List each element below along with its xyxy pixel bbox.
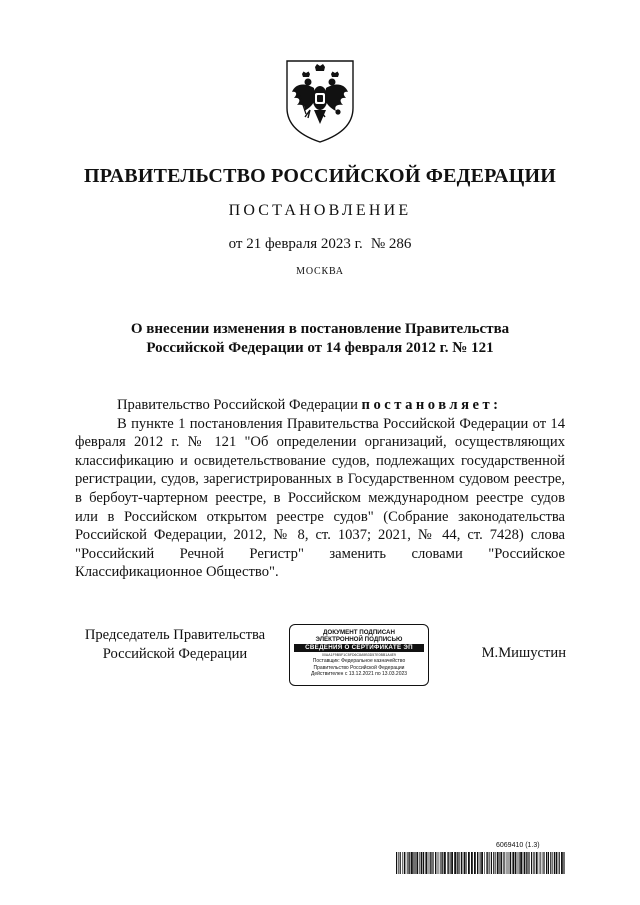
decree-intro-text: Правительство Российской Федерации — [117, 397, 358, 413]
document-date-line — [0, 236, 640, 253]
stamp-issuer-line-2: Правительство Российской Федерации — [313, 664, 405, 671]
stamp-issuer-line-1: Поставщик: Федеральное казначейство — [312, 658, 406, 664]
stamp-line-1: ДОКУМЕНТ ПОДПИСАН — [323, 629, 395, 636]
barcode-icon — [396, 852, 566, 874]
document-city: МОСКВА — [296, 266, 344, 277]
stamp-serial: 00AA1F9B5F1C5FD6C8A9B3D57E0BB1A4E9 — [321, 653, 397, 657]
subject-line-1: О внесении изменения в постановление Правительства — [130, 321, 510, 337]
russian-coat-of-arms-emblem-icon — [284, 58, 356, 144]
signer-position-line-2: Российской Федерации — [102, 646, 248, 662]
signer-name: М.Мишустин — [481, 645, 566, 661]
document-subject — [80, 320, 560, 358]
document-number: № 286 — [370, 236, 412, 252]
document-date: от 21 февраля 2023 г. — [228, 236, 363, 252]
document-body — [75, 396, 565, 582]
subject-line-2: Российской Федерации от 14 февраля 2012 г. № 121 — [146, 340, 494, 356]
electronic-signature-stamp — [289, 624, 429, 686]
decree-intro — [75, 396, 565, 415]
signer-position-line-1: Председатель Правительства — [84, 627, 266, 643]
government-title: ПРАВИТЕЛЬСТВО РОССИЙСКОЙ ФЕДЕРАЦИИ — [84, 165, 556, 187]
stamp-line-2: ЭЛЕКТРОННОЙ ПОДПИСЬЮ — [315, 636, 403, 643]
signer-position — [80, 626, 270, 664]
decree-word: постановляет: — [361, 397, 502, 413]
decree-paragraph: В пункте 1 постановления Правительства Российской Федерации от 14 февраля 2012 г. № 121 "Об определении организаций, осуществляющих классификацию и освидетельствование судов, подлежащих государственной регистрации, судов, зарегистрированных в Государственном судовом реестре, в бербоут-чартерном реестре, в Российском международном реестре судов или в Российском открытом реестре судов" (Собрание законодательства Российской Федерации, 2012, № 8, ст. 1037; 2021, № 44, ст. 7428) слова "Российский Речной Регистр" заменить словами "Российское Классификационное Общество". — [75, 415, 565, 581]
document-type: ПОСТАНОВЛЕНИЕ — [228, 202, 412, 219]
stamp-validity: Действителен с 13.12.2021 по 13.03.2023 — [310, 671, 408, 678]
stamp-banner: СВЕДЕНИЯ О СЕРТИФИКАТЕ ЭП — [294, 644, 424, 652]
barcode-label: 6069410 (1.3) — [496, 842, 540, 849]
